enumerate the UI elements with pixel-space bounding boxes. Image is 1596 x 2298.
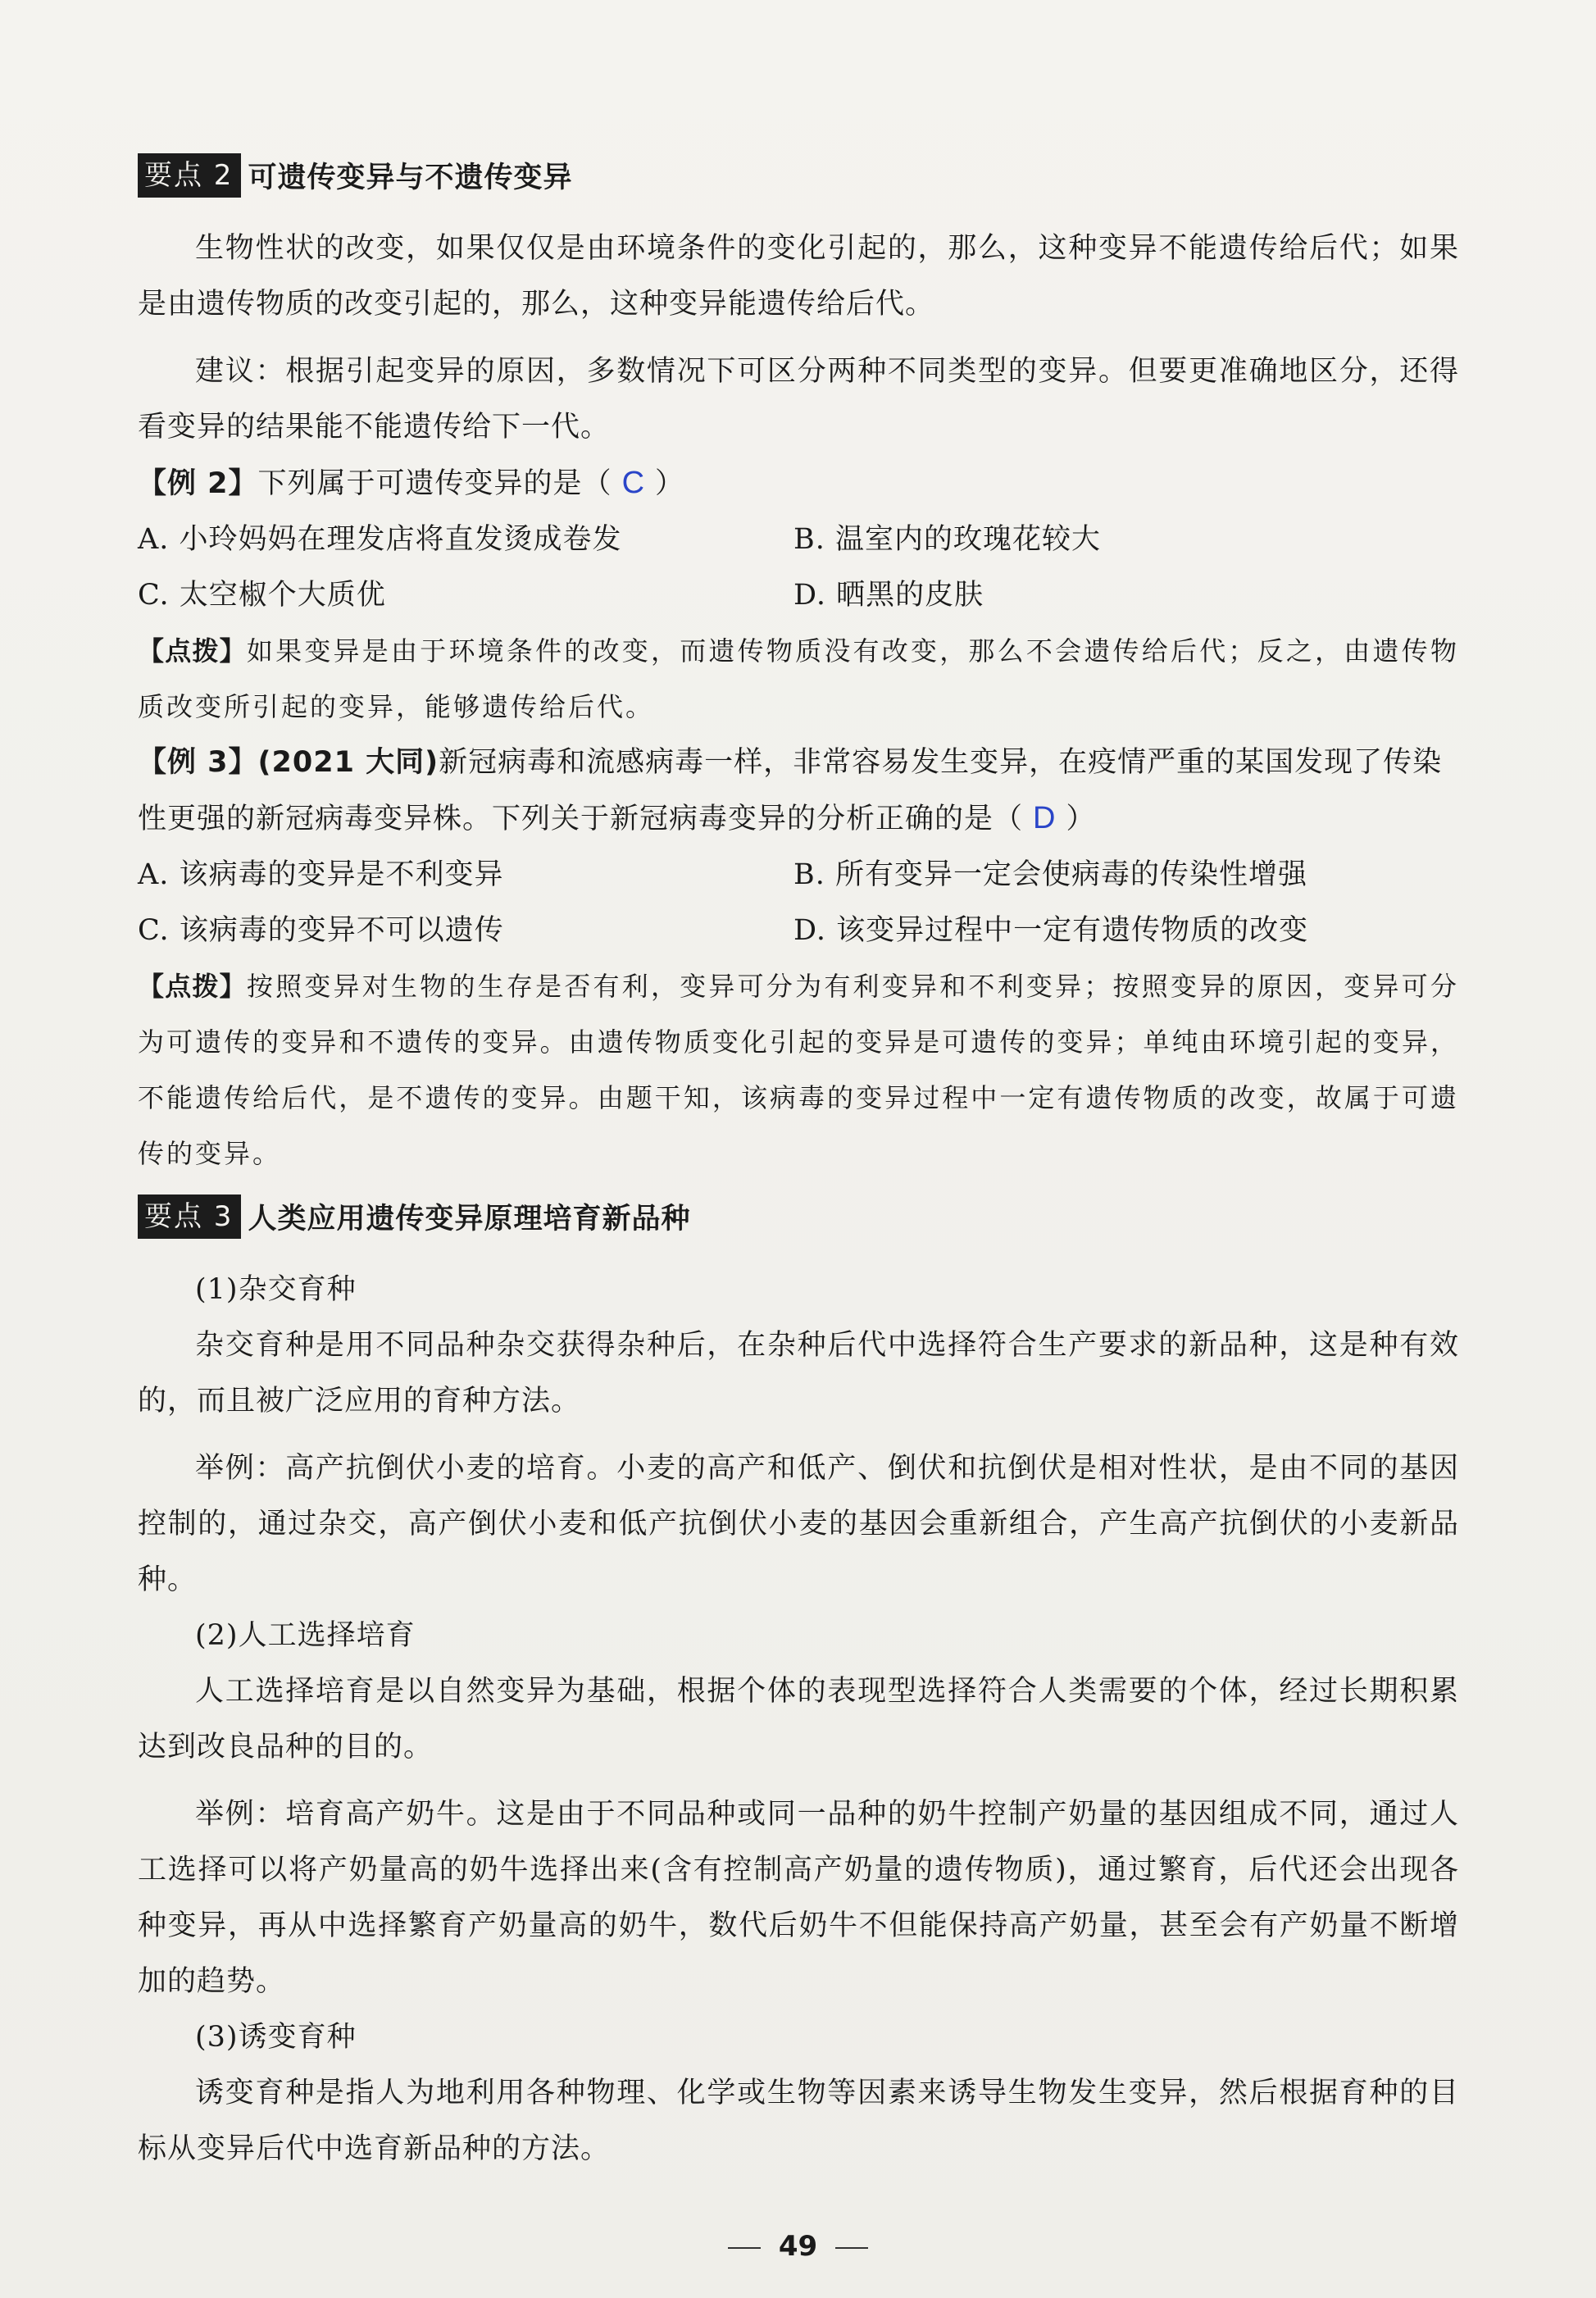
example-2-options xyxy=(138,512,1459,623)
example-2-option-d: D. 晒黑的皮肤 xyxy=(793,579,984,612)
example-2-label: 【例 2】 xyxy=(138,467,258,500)
example-3-answer: D xyxy=(1033,801,1057,835)
example-2-option-a: A. 小玲妈妈在理发店将直发烫成卷发 xyxy=(138,523,622,556)
section-3-title: 人类应用遗传变异原理培育新品种 xyxy=(248,1203,691,1235)
section-2-title: 可遗传变异与不遗传变异 xyxy=(248,162,573,194)
section-2-tag: 要点 2 xyxy=(138,153,241,198)
example-2-hint xyxy=(138,623,1459,735)
page-number xyxy=(0,2230,1596,2263)
section-2-paragraph-1: 生物性状的改变，如果仅仅是由环境条件的变化引起的，那么，这种变异不能遗传给后代；如果是由遗传物质的改变引起的，那么，这种变异能遗传给后代。 xyxy=(138,232,1459,321)
example-3-text: 新冠病毒和流感病毒一样，非常容易发生变异，在疫情严重的某国发现了传染性更强的新冠病毒变异株。下列关于新冠病毒变异的分析正确的是（ xyxy=(138,746,1443,835)
example-2-question xyxy=(138,455,1459,512)
mutation-breeding-paragraph: 诱变育种是指人为地利用各种物理、化学或生物等因素来诱导生物发生变异，然后根据育种的目标从变异后代中选育新品种的方法。 xyxy=(138,2077,1459,2165)
example-3-close: ） xyxy=(1066,803,1096,835)
hybrid-breeding-example: 举例：高产抗倒伏小麦的培育。小麦的高产和低产、倒伏和抗倒伏是相对性状，是由不同的基因控制的，通过杂交，高产倒伏小麦和低产抗倒伏小麦的基因会重新组合，产生高产抗倒伏的小麦新品种。 xyxy=(138,1452,1459,1596)
example-3-hint-label: 【点拨】 xyxy=(138,971,247,1002)
example-2-hint-label: 【点拨】 xyxy=(138,635,247,667)
example-2-text: 下列属于可遗传变异的是（ xyxy=(257,467,612,500)
example-3-option-c: C. 该病毒的变异不可以遗传 xyxy=(138,914,504,947)
example-2-hint-text: 如果变异是由于环境条件的改变，而遗传物质没有改变，那么不会遗传给后代；反之，由遗传物质改变所引起的变异，能够遗传给后代。 xyxy=(138,635,1459,722)
artificial-selection-paragraph: 人工选择培育是以自然变异为基础，根据个体的表现型选择符合人类需要的个体，经过长期积累达到改良品种的目的。 xyxy=(138,1675,1459,1763)
subheading-artificial-selection: (2)人工选择培育 xyxy=(195,1619,416,1652)
example-2-close: ） xyxy=(655,467,685,500)
example-3-hint xyxy=(138,958,1459,1181)
example-3-option-b: B. 所有变异一定会使病毒的传染性增强 xyxy=(793,858,1307,891)
example-3-option-d: D. 该变异过程中一定有遗传物质的改变 xyxy=(793,914,1309,947)
example-3-hint-text: 按照变异对生物的生存是否有利，变异可分为有利变异和不利变异；按照变异的原因，变异可分为可遗传的变异和不遗传的变异。由遗传物质变化引起的变异是可遗传的变异；单纯由环境引起的变异，不能遗传给后代，是不遗传的变异。由题干知，该病毒的变异过程中一定有遗传物质的改变，故属于可遗传的变异。 xyxy=(138,971,1459,1169)
example-3-options xyxy=(138,847,1459,958)
section-3-heading xyxy=(138,1193,1459,1240)
page-number-left-dash xyxy=(728,2247,761,2249)
content xyxy=(138,152,1459,2177)
section-2-paragraph-2: 建议：根据引起变异的原因，多数情况下可区分两种不同类型的变异。但要更准确地区分，还得看变异的结果能不能遗传给下一代。 xyxy=(138,355,1459,444)
example-2-answer: C xyxy=(621,466,646,500)
subheading-hybrid-breeding: (1)杂交育种 xyxy=(195,1273,357,1306)
example-3-source: (2021 大同) xyxy=(257,746,439,779)
hybrid-breeding-paragraph: 杂交育种是用不同品种杂交获得杂种后，在杂种后代中选择符合生产要求的新品种，这是种有效的，而且被广泛应用的育种方法。 xyxy=(138,1329,1459,1417)
example-3-label: 【例 3】 xyxy=(138,746,258,779)
artificial-selection-example: 举例：培育高产奶牛。这是由于不同品种或同一品种的奶牛控制产奶量的基因组成不同，通过人工选择可以将产奶量高的奶牛选择出来(含有控制高产奶量的遗传物质)，通过繁育，后代还会出现各种变异，再从中选择繁育产奶量高的奶牛，数代后奶牛不但能保持高产奶量，甚至会有产奶量不断增加的趋势。 xyxy=(138,1798,1459,1998)
page-number-value: 49 xyxy=(778,2230,818,2263)
example-3-option-a: A. 该病毒的变异是不利变异 xyxy=(138,858,504,891)
section-2-heading xyxy=(138,152,1459,199)
example-2-option-b: B. 温室内的玫瑰花较大 xyxy=(793,523,1101,556)
example-3-question xyxy=(138,735,1459,847)
section-3-tag: 要点 3 xyxy=(138,1195,241,1239)
subheading-mutation-breeding: (3)诱变育种 xyxy=(195,2021,357,2054)
example-2-option-c: C. 太空椒个大质优 xyxy=(138,579,386,612)
page-number-right-dash xyxy=(835,2247,868,2249)
